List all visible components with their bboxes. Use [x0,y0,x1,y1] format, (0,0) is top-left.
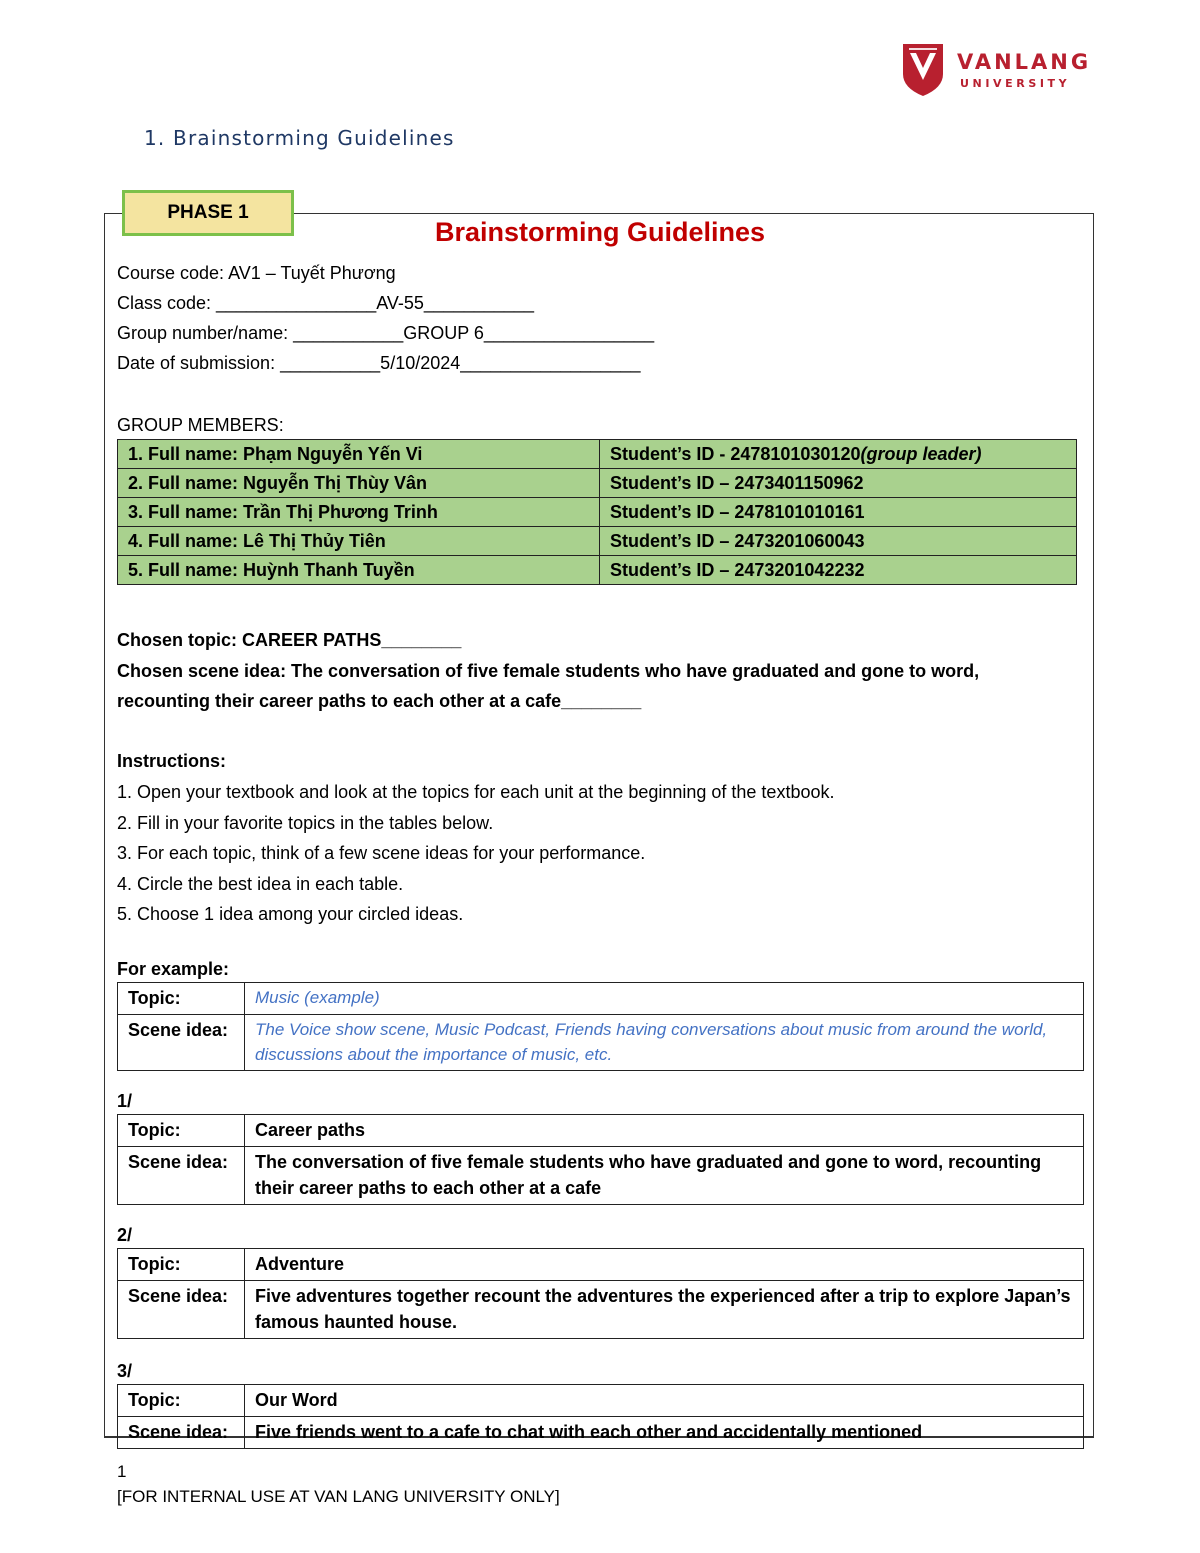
table-row [118,1281,1084,1339]
entry-number: 1/ [117,1091,133,1111]
example-table [117,982,1084,1071]
topic-label: Topic: [118,1115,245,1147]
scene-label: Scene idea: [118,1147,245,1205]
topic-value: Adventure [245,1249,1084,1281]
instruction-item: 1. Open your textbook and look at the topics for each unit at the beginning of the textbook. [117,782,835,802]
topic-value: Career paths [245,1115,1084,1147]
scene-value: Five friends went to a cafe to chat with each other and accidentally mentioned [245,1417,1084,1449]
example-scene: The Voice show scene, Music Podcast, Friends having conversations about music from around the world, discussions about the importance of music, etc. [245,1015,1084,1071]
instruction-item: 4. Circle the best idea in each table. [117,874,404,894]
topic-table [117,1384,1084,1449]
table-row [118,1147,1084,1205]
chosen-topic: Chosen topic: CAREER PATHS________ [117,630,462,650]
entry-number: 3/ [117,1361,133,1381]
logo-brand-text: VANLANG [957,50,1092,74]
table-row [118,469,1077,498]
topic-table [117,1248,1084,1339]
chosen-scene-line-2: recounting their career paths to each other at a cafe________ [117,691,642,711]
scene-label: Scene idea: [118,1015,245,1071]
members-table [117,439,1077,585]
table-row [118,498,1077,527]
table-row [118,983,1084,1015]
table-row [118,440,1077,469]
instructions-heading: Instructions: [117,751,227,771]
member-id: Student’s ID – 2473201042232 [600,556,1077,585]
section-heading: 1. Brainstorming Guidelines [144,126,455,150]
member-id: Student’s ID – 2478101010161 [600,498,1077,527]
member-id: Student’s ID – 2473401150962 [600,469,1077,498]
member-name: 2. Full name: Nguyễn Thị Thùy Vân [118,469,600,498]
scene-value: The conversation of five female students who have graduated and gone to word, recounting their career paths to each other at a cafe [245,1147,1084,1205]
topic-table [117,1114,1084,1205]
vanlang-logo [903,44,1103,100]
class-code-line: Class code: ________________AV-55___________ [117,293,535,313]
member-name: 3. Full name: Trần Thị Phương Trinh [118,498,600,527]
document-title: Brainstorming Guidelines [434,217,766,247]
entry-number: 2/ [117,1225,133,1245]
example-topic: Music (example) [245,983,1084,1015]
topic-value: Our Word [245,1385,1084,1417]
table-row [118,1015,1084,1071]
phase-badge: PHASE 1 [122,190,294,236]
table-row [118,1417,1084,1449]
chosen-scene-line-1: Chosen scene idea: The conversation of five female students who have graduated and gone to word, [117,661,980,681]
member-name: 1. Full name: Phạm Nguyễn Yến Vi [118,440,600,469]
scene-label: Scene idea: [118,1281,245,1339]
group-members-heading: GROUP MEMBERS: [117,415,284,435]
table-row [118,1115,1084,1147]
member-id: Student’s ID - 2478101030120 [610,443,861,464]
table-row [118,1249,1084,1281]
group-line: Group number/name: ___________GROUP 6_________________ [117,323,655,343]
example-heading: For example: [117,959,230,979]
group-leader-note: (group leader) [860,443,982,464]
vanlang-shield-icon [903,44,943,96]
table-row [118,1385,1084,1417]
table-row [118,527,1077,556]
topic-label: Topic: [118,1249,245,1281]
member-name: 4. Full name: Lê Thị Thủy Tiên [118,527,600,556]
member-id-cell [600,440,1077,469]
topic-label: Topic: [118,1385,245,1417]
table-row [118,556,1077,585]
topic-label: Topic: [118,983,245,1015]
page-number: 1 [117,1462,127,1481]
course-code-line: Course code: AV1 – Tuyết Phương [117,263,396,283]
instruction-item: 2. Fill in your favorite topics in the tables below. [117,813,494,833]
date-line: Date of submission: __________5/10/2024__________________ [117,353,641,373]
instruction-item: 3. For each topic, think of a few scene ideas for your performance. [117,843,646,863]
member-id: Student’s ID – 2473201060043 [600,527,1077,556]
scene-value: Five adventures together recount the adventures the experienced after a trip to explore Japan’s famous haunted house. [245,1281,1084,1339]
member-name: 5. Full name: Huỳnh Thanh Tuyền [118,556,600,585]
footer-note: [FOR INTERNAL USE AT VAN LANG UNIVERSITY ONLY] [117,1487,560,1506]
scene-label: Scene idea: [118,1417,245,1449]
instruction-item: 5. Choose 1 idea among your circled ideas. [117,904,464,924]
logo-sub-text: UNIVERSITY [960,77,1071,90]
